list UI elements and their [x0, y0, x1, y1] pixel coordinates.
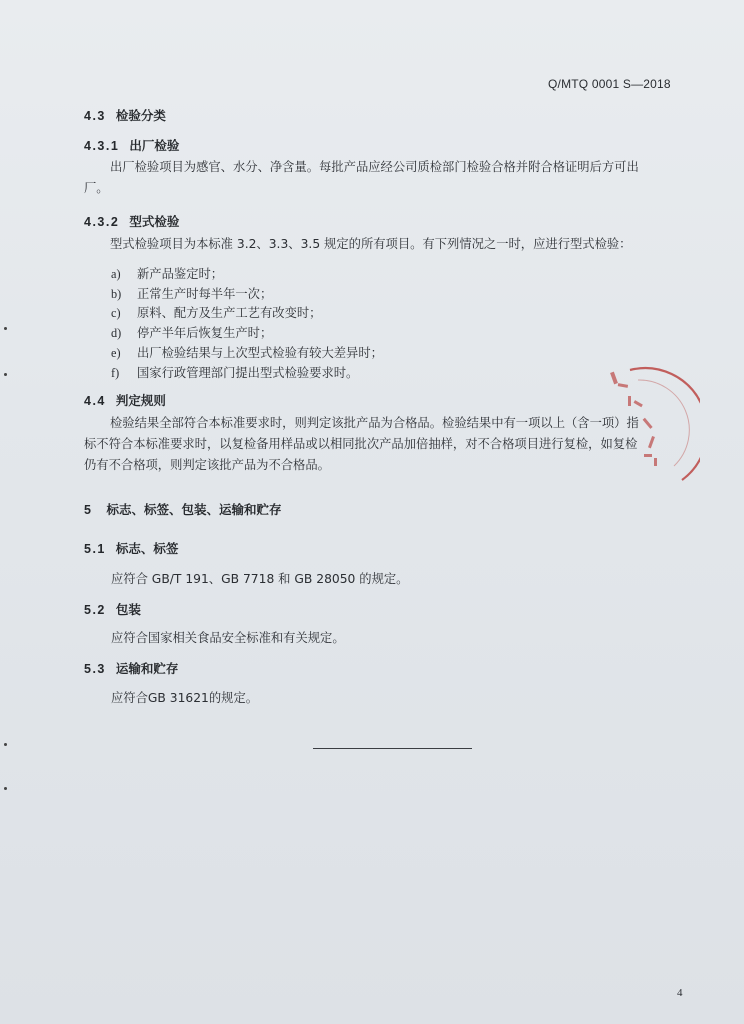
paragraph-line: 检验结果全部符合本标准要求时，则判定该批产品为合格品。检验结果中有一项以上（含一项）指 [110, 416, 639, 430]
heading-5-2 [84, 600, 141, 618]
list-marker: c) [111, 306, 121, 321]
heading-4-4 [84, 391, 166, 409]
paragraph-transport-storage: 应符合GB 31621的规定。 [111, 691, 259, 705]
list-text: 原料、配方及生产工艺有改变时； [137, 306, 322, 321]
end-of-document-rule [313, 748, 472, 749]
standard-code: Q/MTQ 0001 S—2018 [548, 77, 671, 91]
list-marker: b) [111, 286, 122, 301]
heading-4-3-2 [84, 212, 179, 230]
section-number: 5.3 [84, 662, 106, 676]
scan-speck [4, 787, 7, 790]
list-marker: e) [111, 345, 121, 360]
section-number: 4.4 [84, 394, 106, 408]
section-title: 标志、标签 [115, 541, 179, 556]
company-seal-stamp [590, 362, 700, 492]
list-item [111, 285, 383, 305]
section-number: 5.1 [84, 542, 106, 556]
list-marker: f) [111, 365, 120, 380]
paragraph-line: 厂。 [84, 181, 109, 195]
list-text: 正常生产时每半年一次； [137, 286, 273, 301]
paragraph-packaging: 应符合国家相关食品安全标准和有关规定。 [111, 631, 345, 645]
section-number: 4.3.2 [84, 215, 120, 229]
type-inspection-conditions-list [111, 265, 383, 383]
heading-5-1 [84, 539, 178, 557]
heading-5-3 [84, 659, 178, 677]
list-item [111, 324, 383, 344]
list-item [111, 344, 383, 364]
page-number: 4 [677, 987, 683, 999]
section-number: 4.3.1 [84, 139, 120, 153]
heading-4-3-1 [84, 136, 179, 154]
section-title: 判定规则 [115, 393, 166, 408]
paragraph-factory-inspection [84, 157, 680, 199]
list-item [111, 265, 383, 285]
section-title: 出厂检验 [129, 138, 180, 153]
section-title: 标志、标签、包装、运输和贮存 [106, 502, 282, 517]
heading-5 [84, 500, 281, 518]
scan-speck [4, 327, 7, 330]
list-text: 停产半年后恢复生产时； [137, 326, 273, 341]
section-number: 5 [84, 503, 93, 517]
list-marker: a) [111, 267, 121, 281]
paragraph-type-inspection [84, 234, 680, 255]
paragraph-line: 标不符合本标准要求时，以复检备用样品或以相同批次产品加倍抽样，对不合格项目进行复检，如复检 [84, 437, 638, 451]
list-text: 新产品鉴定时； [137, 267, 224, 281]
scan-speck [4, 743, 7, 746]
list-item [111, 364, 383, 384]
section-number: 4.3 [84, 109, 106, 123]
section-number: 5.2 [84, 603, 106, 617]
paragraph-marking-labels: 应符合 GB/T 191、GB 7718 和 GB 28050 的规定。 [111, 572, 409, 586]
list-marker: d) [111, 326, 122, 341]
scan-speck [4, 373, 7, 376]
section-title: 运输和贮存 [115, 661, 179, 676]
section-title: 型式检验 [129, 214, 180, 229]
paragraph-line: 仍有不合格项，则判定该批产品为不合格品。 [84, 458, 330, 472]
list-item [111, 304, 383, 324]
list-text: 出厂检验结果与上次型式检验有较大差异时； [137, 345, 383, 360]
section-title: 检验分类 [115, 108, 166, 123]
heading-4-3 [84, 106, 166, 124]
paragraph-line: 型式检验项目为本标准 3.2、3.3、3.5 规定的所有项目。有下列情况之一时，应进行型式检验： [110, 237, 632, 251]
paragraph-line: 出厂检验项目为感官、水分、净含量。每批产品应经公司质检部门检验合格并附合格证明后方可出 [110, 160, 639, 174]
section-title: 包装 [115, 602, 141, 617]
list-text: 国家行政管理部门提出型式检验要求时。 [137, 365, 359, 380]
